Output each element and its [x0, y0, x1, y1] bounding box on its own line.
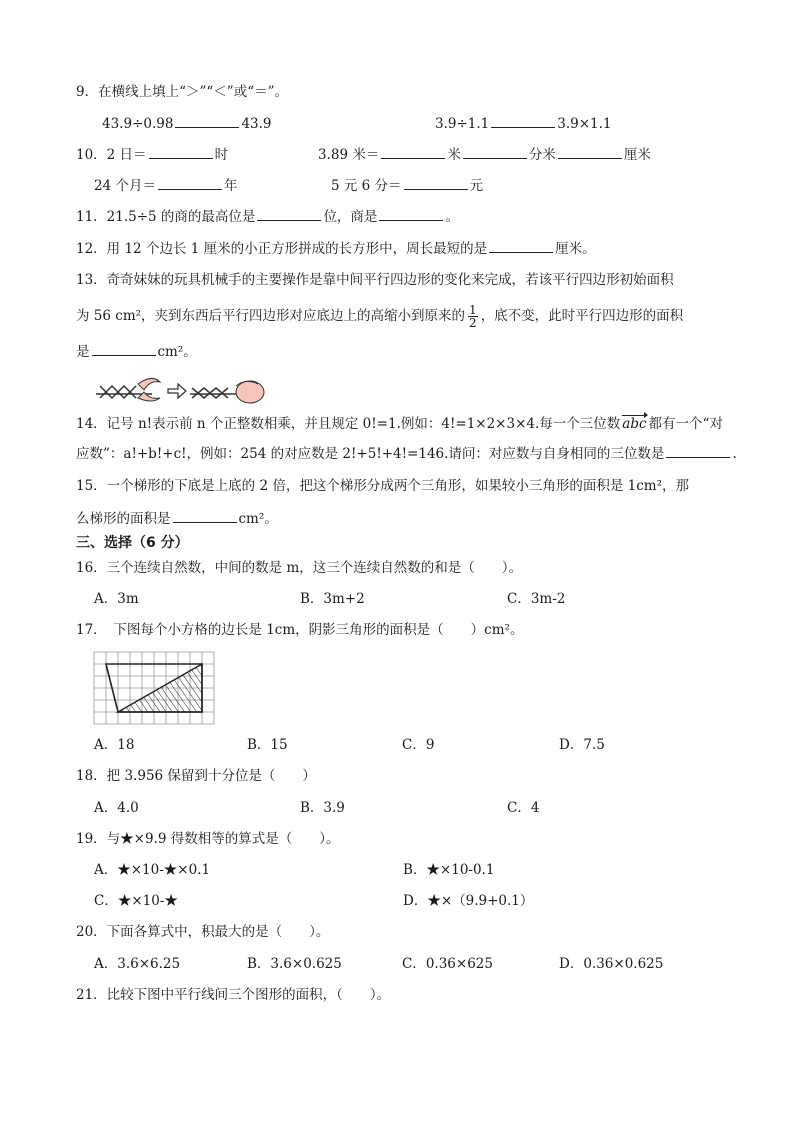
q15-text: cm²。	[238, 511, 278, 527]
answer-blank[interactable]	[173, 508, 237, 523]
q12	[76, 238, 596, 259]
answer-blank[interactable]	[666, 443, 730, 458]
q9-item-a	[102, 113, 272, 134]
q17-stem: 17． 下图每个小方格的边长是 1cm，阴影三角形的面积是（ ）cm²。	[76, 622, 524, 638]
option-b[interactable]: B．3.9	[300, 800, 345, 816]
option-c[interactable]: C．0.36×625	[402, 956, 493, 972]
toy-grabber-figure	[92, 370, 272, 404]
answer-blank[interactable]	[489, 238, 553, 253]
q13-line2	[76, 304, 683, 329]
option-a[interactable]: A．3m	[94, 591, 139, 607]
q10-part-2	[318, 144, 651, 165]
q20-stem: 20．下面各算式中，积最大的是（ ）。	[76, 924, 330, 940]
option-c[interactable]: C．9	[402, 737, 435, 753]
option-b[interactable]: B．3.6×0.625	[247, 956, 342, 972]
q21-stem: 21．比较下图中平行线间三个图形的面积，（ ）。	[76, 987, 391, 1003]
answer-blank[interactable]	[463, 144, 527, 159]
q12-text: 12．用 12 个边长 1 厘米的小正方形拼成的长方形中，周长最短的是	[76, 241, 488, 257]
q14-line2	[76, 443, 737, 464]
q15-line2	[76, 508, 278, 529]
q10-num: 10．2 日＝	[76, 147, 147, 163]
q18-stem: 18．把 3.956 保留到十分位是（ ）	[76, 768, 316, 784]
q10-part-1	[76, 144, 228, 165]
answer-blank[interactable]	[92, 341, 156, 356]
q13-text: ，底不变，此时平行四边形的面积	[480, 308, 684, 324]
q14-line1	[76, 414, 723, 434]
answer-blank[interactable]	[149, 144, 213, 159]
q16-stem: 16．三个连续自然数，中间的数是 m，这三个连续自然数的和是（ ）。	[76, 560, 523, 576]
q15-line1: 15．一个梯形的下底是上底的 2 倍，把这个梯形分成两个三角形，如果较小三角形的面积是 1cm²，那	[76, 478, 690, 494]
q14-text: 14．记号 n!表示前 n 个正整数相乘，并且规定 0!=1.例如：4!=1×2×3×4.每一个三位数	[76, 416, 621, 432]
q13-text: 是	[76, 344, 90, 360]
q10-p4: 5 元 6 分＝	[331, 178, 402, 194]
option-b[interactable]: B．3m+2	[300, 591, 365, 607]
grabber-closed-icon	[190, 381, 264, 403]
q9-item-b	[435, 113, 612, 134]
answer-blank[interactable]	[381, 144, 445, 159]
option-c[interactable]: C．3m-2	[507, 591, 566, 607]
answer-blank[interactable]	[558, 144, 622, 159]
option-a[interactable]: A．3.6×6.25	[94, 956, 181, 972]
q11-text: 11．21.5÷5 的商的最高位是	[76, 209, 256, 225]
q9-stem: 9．在横线上填上“＞”“＜”或“＝”。	[76, 84, 288, 100]
grid-triangle-figure	[92, 650, 216, 726]
q9-a-left: 43.9÷0.98	[102, 116, 174, 132]
grabber-open-icon	[96, 378, 160, 401]
q10-unit: 米	[447, 147, 461, 163]
section-heading: 三、选择（6 分）	[76, 535, 189, 551]
q10-unit: 时	[214, 147, 229, 163]
q11	[76, 206, 459, 227]
answer-blank[interactable]	[175, 113, 239, 128]
option-d[interactable]: D．0.36×0.625	[559, 956, 664, 972]
answer-blank[interactable]	[404, 175, 468, 190]
option-c[interactable]: C．4	[507, 800, 540, 816]
frac-den: 2	[469, 316, 477, 330]
option-d[interactable]: D．★×（9.9+0.1）	[403, 893, 534, 909]
q13-text: 为 56 cm²，夹到东西后平行四边形对应底边上的高缩小到原来的	[76, 308, 466, 324]
q15-text: 么梯形的面积是	[76, 511, 171, 527]
q10-part-4	[331, 175, 483, 196]
arrow-right-icon	[168, 384, 186, 398]
q9-a-right: 43.9	[241, 116, 272, 132]
q10-unit: 元	[469, 178, 484, 194]
option-a[interactable]: A．18	[94, 737, 135, 753]
q10-unit: 年	[223, 178, 238, 194]
q19-stem: 19．与★×9.9 得数相等的算式是（ ）。	[76, 831, 340, 847]
q9-b-right: 3.9×1.1	[557, 116, 612, 132]
q10-p3: 24 个月＝	[94, 178, 156, 194]
option-c[interactable]: C．★×10-★	[94, 893, 178, 909]
q10-p2: 3.89 米＝	[318, 147, 380, 163]
q10-unit: 分米	[528, 147, 556, 163]
q14-text: 应数”：a!+b!+c!，例如：254 的对应数是 2!+5!+4!=146.请问：对应数与自身相同的三位数是	[76, 446, 665, 462]
option-b[interactable]: B．★×10-0.1	[403, 862, 495, 878]
option-b[interactable]: B．15	[247, 737, 288, 753]
option-d[interactable]: D．7.5	[559, 737, 605, 753]
option-a[interactable]: A．★×10-★×0.1	[94, 862, 211, 878]
q11-text: 。	[445, 209, 459, 225]
q10-unit: 厘米	[623, 147, 651, 163]
answer-blank[interactable]	[491, 113, 555, 128]
q13-text: cm²。	[157, 344, 197, 360]
q10-part-3	[94, 175, 237, 196]
frac-num: 1	[469, 303, 477, 317]
abc-overline: abc	[622, 416, 647, 432]
answer-blank[interactable]	[257, 206, 321, 221]
q13-line1: 13．奇奇妹妹的玩具机械手的主要操作是靠中间平行四边形的变化来完成，若该平行四边形初始面积	[76, 272, 674, 288]
q11-text: 位，商是	[323, 209, 378, 225]
q14-text: .	[732, 446, 737, 462]
q13-line3	[76, 341, 197, 362]
answer-blank[interactable]	[158, 175, 222, 190]
q12-text: 厘米。	[555, 241, 596, 257]
q14-text: 都有一个“对	[648, 416, 723, 432]
option-a[interactable]: A．4.0	[94, 800, 139, 816]
q9-b-left: 3.9÷1.1	[435, 116, 490, 132]
answer-blank[interactable]	[379, 206, 443, 221]
one-half-fraction	[468, 304, 478, 329]
